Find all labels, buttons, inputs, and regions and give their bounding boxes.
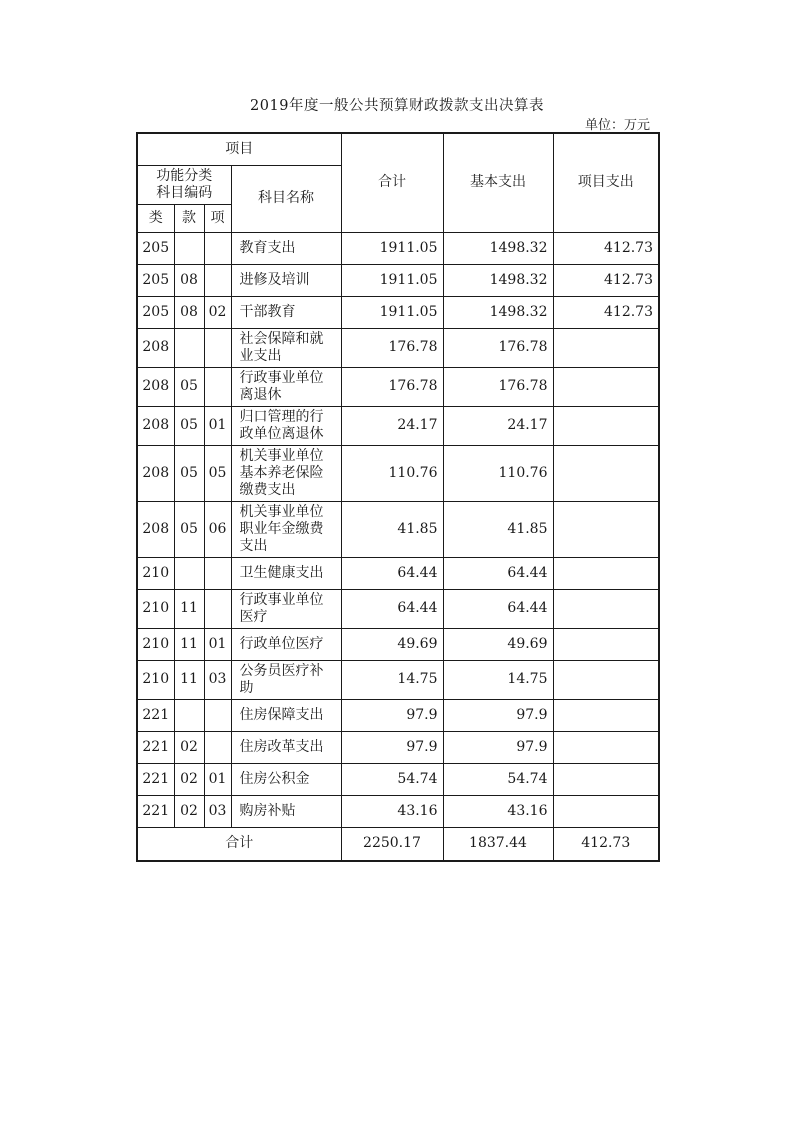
cell-class-code: 208 bbox=[137, 501, 174, 557]
total-row-label: 合计 bbox=[137, 827, 341, 861]
cell-item-code bbox=[204, 699, 231, 731]
cell-subject-name: 教育支出 bbox=[231, 232, 341, 264]
table-row bbox=[137, 589, 659, 628]
total-row-total: 2250.17 bbox=[341, 827, 443, 861]
table-row bbox=[137, 763, 659, 795]
total-row-basic: 1837.44 bbox=[443, 827, 553, 861]
cell-project-expenditure bbox=[553, 501, 659, 557]
cell-total: 110.76 bbox=[341, 445, 443, 501]
table-footer bbox=[137, 827, 659, 861]
header-col-basic: 基本支出 bbox=[443, 133, 553, 232]
cell-class-code: 221 bbox=[137, 795, 174, 827]
total-row bbox=[137, 827, 659, 861]
cell-class-code: 210 bbox=[137, 557, 174, 589]
table-row bbox=[137, 628, 659, 660]
cell-basic-expenditure: 176.78 bbox=[443, 367, 553, 406]
cell-section-code bbox=[174, 232, 204, 264]
cell-basic-expenditure: 1498.32 bbox=[443, 264, 553, 296]
cell-item-code bbox=[204, 264, 231, 296]
cell-total: 24.17 bbox=[341, 406, 443, 445]
cell-total: 97.9 bbox=[341, 731, 443, 763]
table-row bbox=[137, 501, 659, 557]
cell-section-code: 08 bbox=[174, 264, 204, 296]
cell-section-code: 08 bbox=[174, 296, 204, 328]
header-func-code-line2: 科目编码 bbox=[156, 184, 213, 201]
cell-section-code: 11 bbox=[174, 628, 204, 660]
cell-subject-name: 干部教育 bbox=[231, 296, 341, 328]
cell-project-expenditure bbox=[553, 445, 659, 501]
cell-project-expenditure bbox=[553, 795, 659, 827]
header-col-section: 款 bbox=[174, 204, 204, 232]
cell-subject-name: 社会保障和就业支出 bbox=[231, 328, 341, 367]
total-row-project: 412.73 bbox=[553, 827, 659, 861]
cell-basic-expenditure: 97.9 bbox=[443, 731, 553, 763]
table-row bbox=[137, 367, 659, 406]
table-row bbox=[137, 296, 659, 328]
cell-project-expenditure: 412.73 bbox=[553, 232, 659, 264]
cell-subject-name: 进修及培训 bbox=[231, 264, 341, 296]
cell-section-code: 05 bbox=[174, 501, 204, 557]
cell-section-code: 05 bbox=[174, 367, 204, 406]
cell-item-code bbox=[204, 589, 231, 628]
table-row bbox=[137, 660, 659, 699]
table-row bbox=[137, 264, 659, 296]
cell-subject-name: 行政事业单位离退休 bbox=[231, 367, 341, 406]
cell-item-code: 03 bbox=[204, 795, 231, 827]
cell-project-expenditure bbox=[553, 367, 659, 406]
cell-basic-expenditure: 64.44 bbox=[443, 589, 553, 628]
cell-project-expenditure bbox=[553, 731, 659, 763]
table-row bbox=[137, 557, 659, 589]
cell-basic-expenditure: 49.69 bbox=[443, 628, 553, 660]
table-row bbox=[137, 731, 659, 763]
cell-class-code: 208 bbox=[137, 328, 174, 367]
cell-basic-expenditure: 1498.32 bbox=[443, 232, 553, 264]
cell-total: 1911.05 bbox=[341, 264, 443, 296]
cell-subject-name: 行政单位医疗 bbox=[231, 628, 341, 660]
table-body bbox=[137, 232, 659, 827]
cell-project-expenditure: 412.73 bbox=[553, 264, 659, 296]
header-col-class: 类 bbox=[137, 204, 174, 232]
cell-subject-name: 归口管理的行政单位离退休 bbox=[231, 406, 341, 445]
cell-basic-expenditure: 54.74 bbox=[443, 763, 553, 795]
cell-total: 14.75 bbox=[341, 660, 443, 699]
header-col-subject-name: 科目名称 bbox=[231, 165, 341, 232]
cell-total: 176.78 bbox=[341, 328, 443, 367]
cell-project-expenditure: 412.73 bbox=[553, 296, 659, 328]
cell-class-code: 210 bbox=[137, 589, 174, 628]
cell-class-code: 205 bbox=[137, 264, 174, 296]
cell-section-code: 05 bbox=[174, 445, 204, 501]
cell-item-code bbox=[204, 232, 231, 264]
table-header bbox=[137, 133, 659, 232]
cell-section-code: 02 bbox=[174, 731, 204, 763]
cell-basic-expenditure: 24.17 bbox=[443, 406, 553, 445]
cell-section-code bbox=[174, 328, 204, 367]
cell-basic-expenditure: 41.85 bbox=[443, 501, 553, 557]
cell-class-code: 208 bbox=[137, 367, 174, 406]
cell-section-code: 11 bbox=[174, 660, 204, 699]
cell-item-code bbox=[204, 731, 231, 763]
cell-basic-expenditure: 97.9 bbox=[443, 699, 553, 731]
cell-total: 1911.05 bbox=[341, 296, 443, 328]
cell-class-code: 221 bbox=[137, 763, 174, 795]
cell-total: 41.85 bbox=[341, 501, 443, 557]
cell-subject-name: 机关事业单位职业年金缴费支出 bbox=[231, 501, 341, 557]
cell-basic-expenditure: 176.78 bbox=[443, 328, 553, 367]
cell-subject-name: 住房改革支出 bbox=[231, 731, 341, 763]
header-project-group: 项目 bbox=[137, 133, 341, 165]
cell-project-expenditure bbox=[553, 328, 659, 367]
cell-basic-expenditure: 64.44 bbox=[443, 557, 553, 589]
cell-project-expenditure bbox=[553, 589, 659, 628]
cell-item-code: 02 bbox=[204, 296, 231, 328]
cell-total: 176.78 bbox=[341, 367, 443, 406]
cell-project-expenditure bbox=[553, 406, 659, 445]
cell-class-code: 210 bbox=[137, 660, 174, 699]
cell-basic-expenditure: 110.76 bbox=[443, 445, 553, 501]
cell-class-code: 221 bbox=[137, 699, 174, 731]
cell-section-code bbox=[174, 699, 204, 731]
cell-item-code: 01 bbox=[204, 628, 231, 660]
cell-class-code: 205 bbox=[137, 232, 174, 264]
cell-project-expenditure bbox=[553, 763, 659, 795]
cell-total: 49.69 bbox=[341, 628, 443, 660]
header-func-code-line1: 功能分类 bbox=[156, 167, 213, 184]
header-col-item: 项 bbox=[204, 204, 231, 232]
cell-section-code: 05 bbox=[174, 406, 204, 445]
cell-class-code: 208 bbox=[137, 406, 174, 445]
cell-project-expenditure bbox=[553, 557, 659, 589]
cell-subject-name: 公务员医疗补助 bbox=[231, 660, 341, 699]
table-row bbox=[137, 406, 659, 445]
cell-subject-name: 住房公积金 bbox=[231, 763, 341, 795]
cell-total: 1911.05 bbox=[341, 232, 443, 264]
cell-item-code bbox=[204, 367, 231, 406]
table-row bbox=[137, 795, 659, 827]
header-col-project-expenditure: 项目支出 bbox=[553, 133, 659, 232]
cell-item-code bbox=[204, 557, 231, 589]
cell-class-code: 205 bbox=[137, 296, 174, 328]
cell-class-code: 221 bbox=[137, 731, 174, 763]
header-col-total: 合计 bbox=[341, 133, 443, 232]
cell-class-code: 208 bbox=[137, 445, 174, 501]
cell-basic-expenditure: 43.16 bbox=[443, 795, 553, 827]
cell-class-code: 210 bbox=[137, 628, 174, 660]
cell-subject-name: 卫生健康支出 bbox=[231, 557, 341, 589]
cell-item-code bbox=[204, 328, 231, 367]
cell-subject-name: 机关事业单位基本养老保险缴费支出 bbox=[231, 445, 341, 501]
cell-basic-expenditure: 14.75 bbox=[443, 660, 553, 699]
cell-section-code: 02 bbox=[174, 763, 204, 795]
cell-subject-name: 购房补贴 bbox=[231, 795, 341, 827]
cell-project-expenditure bbox=[553, 628, 659, 660]
cell-subject-name: 行政事业单位医疗 bbox=[231, 589, 341, 628]
cell-item-code: 05 bbox=[204, 445, 231, 501]
cell-item-code: 03 bbox=[204, 660, 231, 699]
unit-note: 单位：万元 bbox=[584, 118, 650, 133]
cell-subject-name: 住房保障支出 bbox=[231, 699, 341, 731]
budget-expenditure-table bbox=[136, 132, 660, 862]
cell-item-code: 01 bbox=[204, 406, 231, 445]
cell-total: 54.74 bbox=[341, 763, 443, 795]
cell-section-code bbox=[174, 557, 204, 589]
table-row bbox=[137, 232, 659, 264]
table-row bbox=[137, 699, 659, 731]
cell-total: 97.9 bbox=[341, 699, 443, 731]
cell-section-code: 11 bbox=[174, 589, 204, 628]
cell-project-expenditure bbox=[553, 699, 659, 731]
header-row-project bbox=[137, 133, 659, 165]
table-row bbox=[137, 328, 659, 367]
cell-total: 64.44 bbox=[341, 589, 443, 628]
cell-item-code: 01 bbox=[204, 763, 231, 795]
cell-project-expenditure bbox=[553, 660, 659, 699]
cell-total: 64.44 bbox=[341, 557, 443, 589]
cell-total: 43.16 bbox=[341, 795, 443, 827]
page-title: 2019年度一般公共预算财政拨款支出决算表 bbox=[250, 98, 544, 114]
header-func-code bbox=[137, 165, 231, 204]
table-row bbox=[137, 445, 659, 501]
cell-basic-expenditure: 1498.32 bbox=[443, 296, 553, 328]
cell-item-code: 06 bbox=[204, 501, 231, 557]
cell-section-code: 02 bbox=[174, 795, 204, 827]
